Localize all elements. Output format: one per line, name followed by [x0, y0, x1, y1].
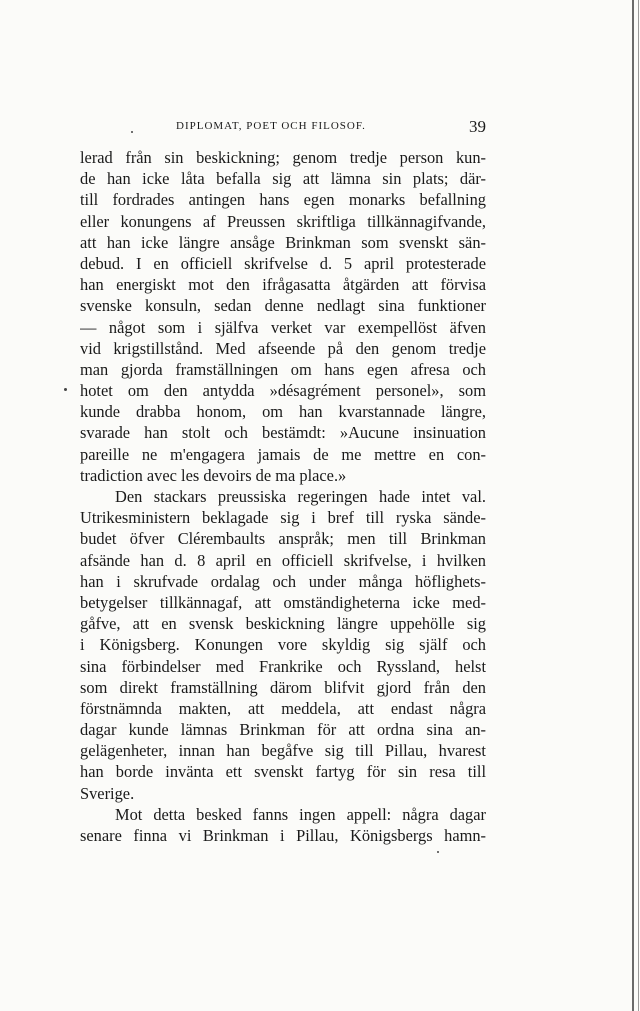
text-line: kunde drabba honom, om han kvarstannade längre,	[80, 402, 486, 422]
text-line: man gjorda framställningen om hans egen afresa och	[80, 359, 486, 379]
text-line: gelägenheter, innan han begåfve sig till Pillau, hvarest	[80, 741, 486, 761]
text-line: dagar kunde lämnas Brinkman för att ordna sina an-	[80, 720, 486, 740]
text-line: afsände han d. 8 april en officiell skrifvelse, i hvilken	[80, 550, 486, 570]
text-line: att han icke längre ansåge Brinkman som svenskt sän-	[80, 232, 486, 252]
text-line: svarade han stolt och bestämdt: »Aucune insinuation	[80, 423, 486, 443]
text-line: han i skrufvade ordalag och under många höflighets-	[80, 571, 486, 591]
text-line: senare finna vi Brinkman i Pillau, Königsbergs hamn-	[80, 826, 486, 845]
text-line: vid krigstillstånd. Med afseende på den genom tredje	[80, 338, 486, 358]
print-speck	[64, 388, 67, 391]
text-line: — något som i själfva verket var exempellöst äfven	[80, 317, 486, 337]
page-edge-line	[638, 0, 639, 1011]
text-line: till fordrades antingen hans egen monarks befallning	[80, 190, 486, 210]
body-text	[80, 147, 486, 846]
text-line: gåfve, att en svensk beskickning längre uppehölle sig	[80, 614, 486, 634]
text-line: sina förbindelser med Frankrike och Ryssland, helst	[80, 656, 486, 676]
page-edge-shadow	[632, 0, 634, 1011]
text-line: lerad från sin beskickning; genom tredje person kun-	[80, 148, 486, 167]
text-line: hotet om den antydda »désagrément personel», som	[80, 381, 486, 401]
print-speck	[437, 851, 439, 853]
text-line: han borde invänta ett svenskt fartyg för sin resa till	[80, 762, 486, 782]
text-line: Utrikesministern beklagade sig i bref till ryska sände-	[80, 508, 486, 528]
text-line: i Königsberg. Konungen vore skyldig sig själf och	[80, 635, 486, 655]
text-line: betygelser tillkännagaf, att omständigheterna icke med-	[80, 592, 486, 612]
text-line: de han icke låta befalla sig att lämna sin plats; där-	[80, 169, 486, 189]
text-line: eller konungens af Preussen skriftliga tillkännagifvande,	[80, 211, 486, 231]
paragraph-end-line: Sverige.	[80, 783, 135, 803]
text-line: budet öfver Clérembaults anspråk; men till Brinkman	[80, 529, 486, 549]
text-line: han energiskt mot den ifrågasatta åtgärden att förvisa	[80, 275, 486, 295]
paragraph-start-line: Den stackars preussiska regeringen hade intet val.	[115, 487, 486, 506]
text-line: debud. I en officiell skrifvelse d. 5 april protesterade	[80, 253, 486, 273]
paragraph-start-line: Mot detta besked fanns ingen appell: några dagar	[115, 804, 486, 824]
running-title: DIPLOMAT, POET OCH FILOSOF.	[176, 120, 366, 132]
page-number: 39	[469, 117, 486, 136]
print-speck	[131, 131, 133, 133]
paragraph-end-line: tradiction avec les devoirs de ma place.»	[80, 465, 347, 485]
text-line: svenske konsuln, sedan denne nedlagt sina funktioner	[80, 296, 486, 316]
text-line: förstnämnda makten, att meddela, att endast några	[80, 698, 486, 718]
running-head	[80, 117, 486, 139]
text-line: pareille ne m'engagera jamais de me mettre en con-	[80, 444, 486, 464]
text-line: som direkt framställning därom blifvit gjord från den	[80, 677, 486, 697]
